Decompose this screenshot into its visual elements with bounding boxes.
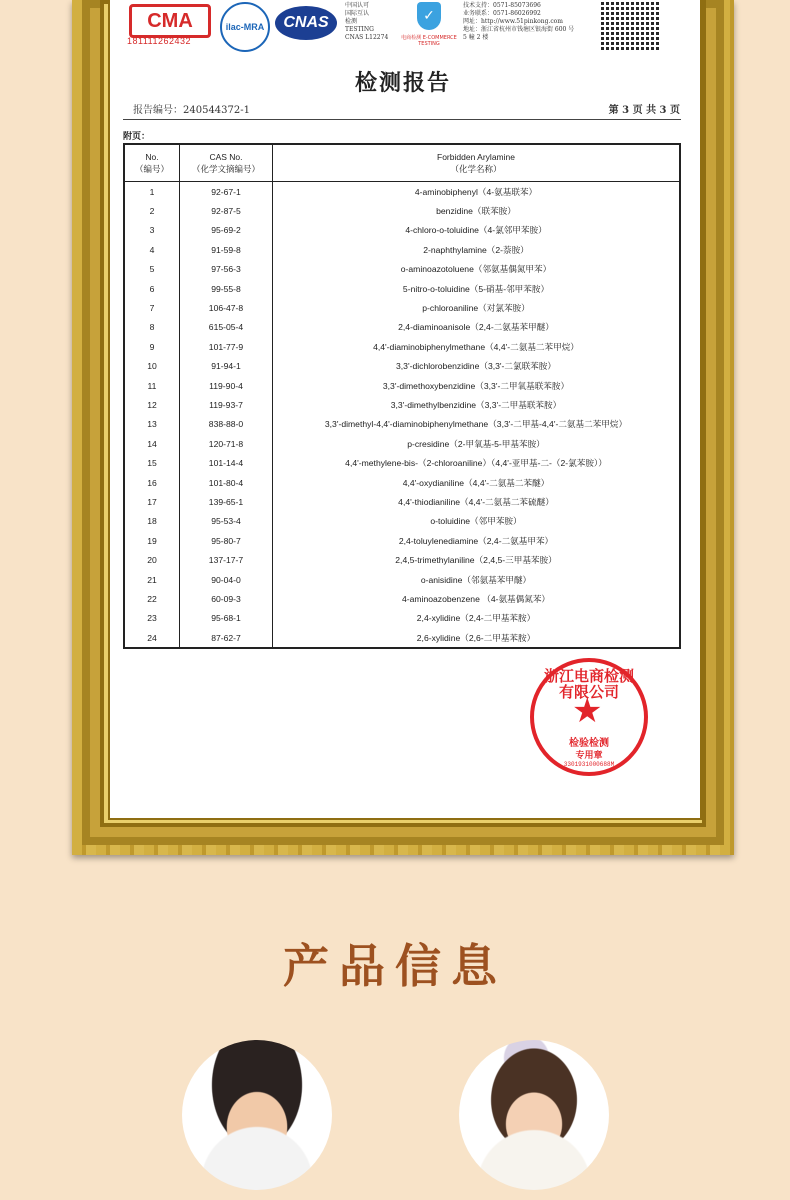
cell-cas: 95-68-1	[180, 609, 273, 628]
page-info: 第 3 页 共 3 页	[608, 105, 680, 116]
ilac-mra-logo: ilac-MRA	[220, 2, 270, 52]
cell-cas: 119-90-4	[180, 376, 273, 395]
cell-name: 5-nitro-o-toluidine（5-硝基-邻甲苯胺）	[273, 279, 681, 298]
cell-name: 4,4'-oxydianiline（4,4'-二氨基二苯醚）	[273, 473, 681, 492]
cma-logo: CMA	[129, 4, 211, 38]
appendix-label: 附页：	[123, 132, 151, 142]
cell-no: 14	[124, 434, 180, 453]
cell-no: 10	[124, 357, 180, 376]
cell-no: 9	[124, 337, 180, 356]
table-row	[124, 512, 680, 531]
table-row	[124, 357, 680, 376]
cell-no: 15	[124, 453, 180, 472]
table-row	[124, 453, 680, 472]
checkmark-shield-icon: ✓	[417, 2, 441, 30]
cell-cas: 90-04-0	[180, 570, 273, 589]
table-row	[124, 492, 680, 511]
cell-name: 4,4'-thiodianiline（4,4'-二氨基二苯硫醚）	[273, 492, 681, 511]
table-row	[124, 434, 680, 453]
cell-name: 2,4-xylidine（2,4-二甲基苯胺）	[273, 609, 681, 628]
stamp-subtitle-2: 专用章	[575, 751, 603, 761]
certification-logos	[125, 0, 685, 58]
cell-no: 1	[124, 182, 180, 202]
cell-no: 3	[124, 221, 180, 240]
cell-no: 24	[124, 628, 180, 648]
cell-cas: 838-88-0	[180, 415, 273, 434]
table-row	[124, 318, 680, 337]
cell-cas: 106-47-8	[180, 298, 273, 317]
cell-cas: 139-65-1	[180, 492, 273, 511]
table-row	[124, 221, 680, 240]
girl-avatar	[459, 1040, 609, 1190]
cell-name: 4,4'-diaminobiphenylmethane（4,4'-二氨基二苯甲烷）	[273, 337, 681, 356]
cell-no: 11	[124, 376, 180, 395]
cell-no: 18	[124, 512, 180, 531]
cell-no: 12	[124, 395, 180, 414]
cell-name: 3,3'-dimethoxybenzidine（3,3'-二甲氧基联苯胺）	[273, 376, 681, 395]
cell-name: 4,4'-methylene-bis-（2-chloroaniline）（4,4'-亚甲基-二-（2-氯苯胺））	[273, 453, 681, 472]
cell-cas: 95-80-7	[180, 531, 273, 550]
table-row	[124, 395, 680, 414]
cell-no: 7	[124, 298, 180, 317]
cell-name: 2,4-toluylenediamine（2,4-二氨基甲苯）	[273, 531, 681, 550]
cell-cas: 87-62-7	[180, 628, 273, 648]
arylamine-table	[123, 143, 681, 649]
cell-name: 3,3'-dimethyl-4,4'-diaminobiphenylmethane（3,3'-二甲基-4,4'-二氨基二苯甲烷）	[273, 415, 681, 434]
table-row	[124, 550, 680, 569]
cell-name: p-chloroaniline（对氯苯胺）	[273, 298, 681, 317]
cell-no: 5	[124, 260, 180, 279]
section-title: 产品信息	[283, 939, 507, 993]
table-row	[124, 628, 680, 648]
cell-name: p-cresidine（2-甲氧基-5-甲基苯胺）	[273, 434, 681, 453]
cell-cas: 60-09-3	[180, 589, 273, 608]
cell-name: 4-chloro-o-toluidine（4-氯邻甲苯胺）	[273, 221, 681, 240]
cell-cas: 101-77-9	[180, 337, 273, 356]
qr-code-icon	[601, 0, 659, 52]
cell-cas: 91-59-8	[180, 240, 273, 259]
cell-no: 23	[124, 609, 180, 628]
cell-name: 4-aminoazobenzene （4-氨基偶氮苯）	[273, 589, 681, 608]
cell-cas: 92-67-1	[180, 182, 273, 202]
cell-cas: 137-17-7	[180, 550, 273, 569]
table-row	[124, 182, 680, 202]
cell-cas: 119-93-7	[180, 395, 273, 414]
table-row	[124, 298, 680, 317]
cell-no: 4	[124, 240, 180, 259]
boy-avatar	[182, 1040, 332, 1190]
cell-name: benzidine（联苯胺）	[273, 201, 681, 220]
cell-no: 2	[124, 201, 180, 220]
cell-cas: 95-53-4	[180, 512, 273, 531]
contact-info: 技术支持：0571-85073696 业务联系：0571-86026992 网址：http://www.51pinkong.com 地址：浙江省杭州市钱塘区银海街 600 号 5 幢 2 楼	[463, 2, 575, 41]
company-seal-stamp	[530, 658, 648, 776]
cell-cas: 91-94-1	[180, 357, 273, 376]
cell-cas: 97-56-3	[180, 260, 273, 279]
cell-cas: 99-55-8	[180, 279, 273, 298]
star-icon: ★	[572, 691, 603, 731]
header-no: No. （编号）	[124, 144, 180, 182]
report-number: 报告编号：240544372-1	[133, 105, 251, 116]
table-row	[124, 376, 680, 395]
cell-no: 19	[124, 531, 180, 550]
table-row	[124, 415, 680, 434]
cell-no: 22	[124, 589, 180, 608]
cell-name: o-aminoazotoluene（邻氨基偶氮甲苯）	[273, 260, 681, 279]
table-row	[124, 240, 680, 259]
table-row	[124, 201, 680, 220]
cell-name: 3,3'-dimethylbenzidine（3,3'-二甲基联苯胺）	[273, 395, 681, 414]
cell-name: o-toluidine（邻甲苯胺）	[273, 512, 681, 531]
report-title: 检测报告	[354, 70, 451, 96]
cell-no: 6	[124, 279, 180, 298]
stamp-company-name: 浙江电商检测有限公司	[543, 667, 634, 701]
cnas-logo: CNAS	[275, 6, 337, 40]
cell-no: 13	[124, 415, 180, 434]
cma-number: 181111262432	[127, 36, 192, 46]
header-name: Forbidden Arylamine （化学名称）	[273, 144, 681, 182]
table-row	[124, 279, 680, 298]
accreditation-text: 中国认可 国际互认 检测 TESTING CNAS L12274	[345, 2, 389, 41]
stamp-number: 3301931000688M	[563, 761, 615, 768]
table-row	[124, 337, 680, 356]
stamp-subtitle: 检验检测	[569, 738, 609, 749]
cell-no: 8	[124, 318, 180, 337]
table-row	[124, 260, 680, 279]
table-row	[124, 609, 680, 628]
cell-name: 2,4-diaminoanisole（2,4-二氨基苯甲醚）	[273, 318, 681, 337]
cell-name: o-anisidine（邻氨基苯甲醚）	[273, 570, 681, 589]
cell-cas: 120-71-8	[180, 434, 273, 453]
table-row	[124, 570, 680, 589]
table-header-row	[124, 144, 680, 182]
cell-name: 3,3'-dichlorobenzidine（3,3'-二氯联苯胺）	[273, 357, 681, 376]
ecommerce-testing-logo: ✓ 电商检测 E-COMMERCE TESTING	[401, 0, 457, 48]
table-row	[124, 473, 680, 492]
cell-cas: 101-80-4	[180, 473, 273, 492]
cell-no: 16	[124, 473, 180, 492]
header-cas: CAS No. （化学文摘编号）	[180, 144, 273, 182]
cell-no: 20	[124, 550, 180, 569]
cell-no: 17	[124, 492, 180, 511]
cell-name: 2,4,5-trimethylaniline（2,4,5-三甲基苯胺）	[273, 550, 681, 569]
table-row	[124, 589, 680, 608]
cell-cas: 92-87-5	[180, 201, 273, 220]
cell-cas: 95-69-2	[180, 221, 273, 240]
cell-name: 4-aminobiphenyl（4-氨基联苯）	[273, 182, 681, 202]
table-row	[124, 531, 680, 550]
cell-cas: 615-05-4	[180, 318, 273, 337]
cell-name: 2-naphthylamine（2-萘胺）	[273, 240, 681, 259]
divider	[123, 119, 681, 120]
cell-no: 21	[124, 570, 180, 589]
cell-cas: 101-14-4	[180, 453, 273, 472]
cell-name: 2,6-xylidine（2,6-二甲基苯胺）	[273, 628, 681, 648]
